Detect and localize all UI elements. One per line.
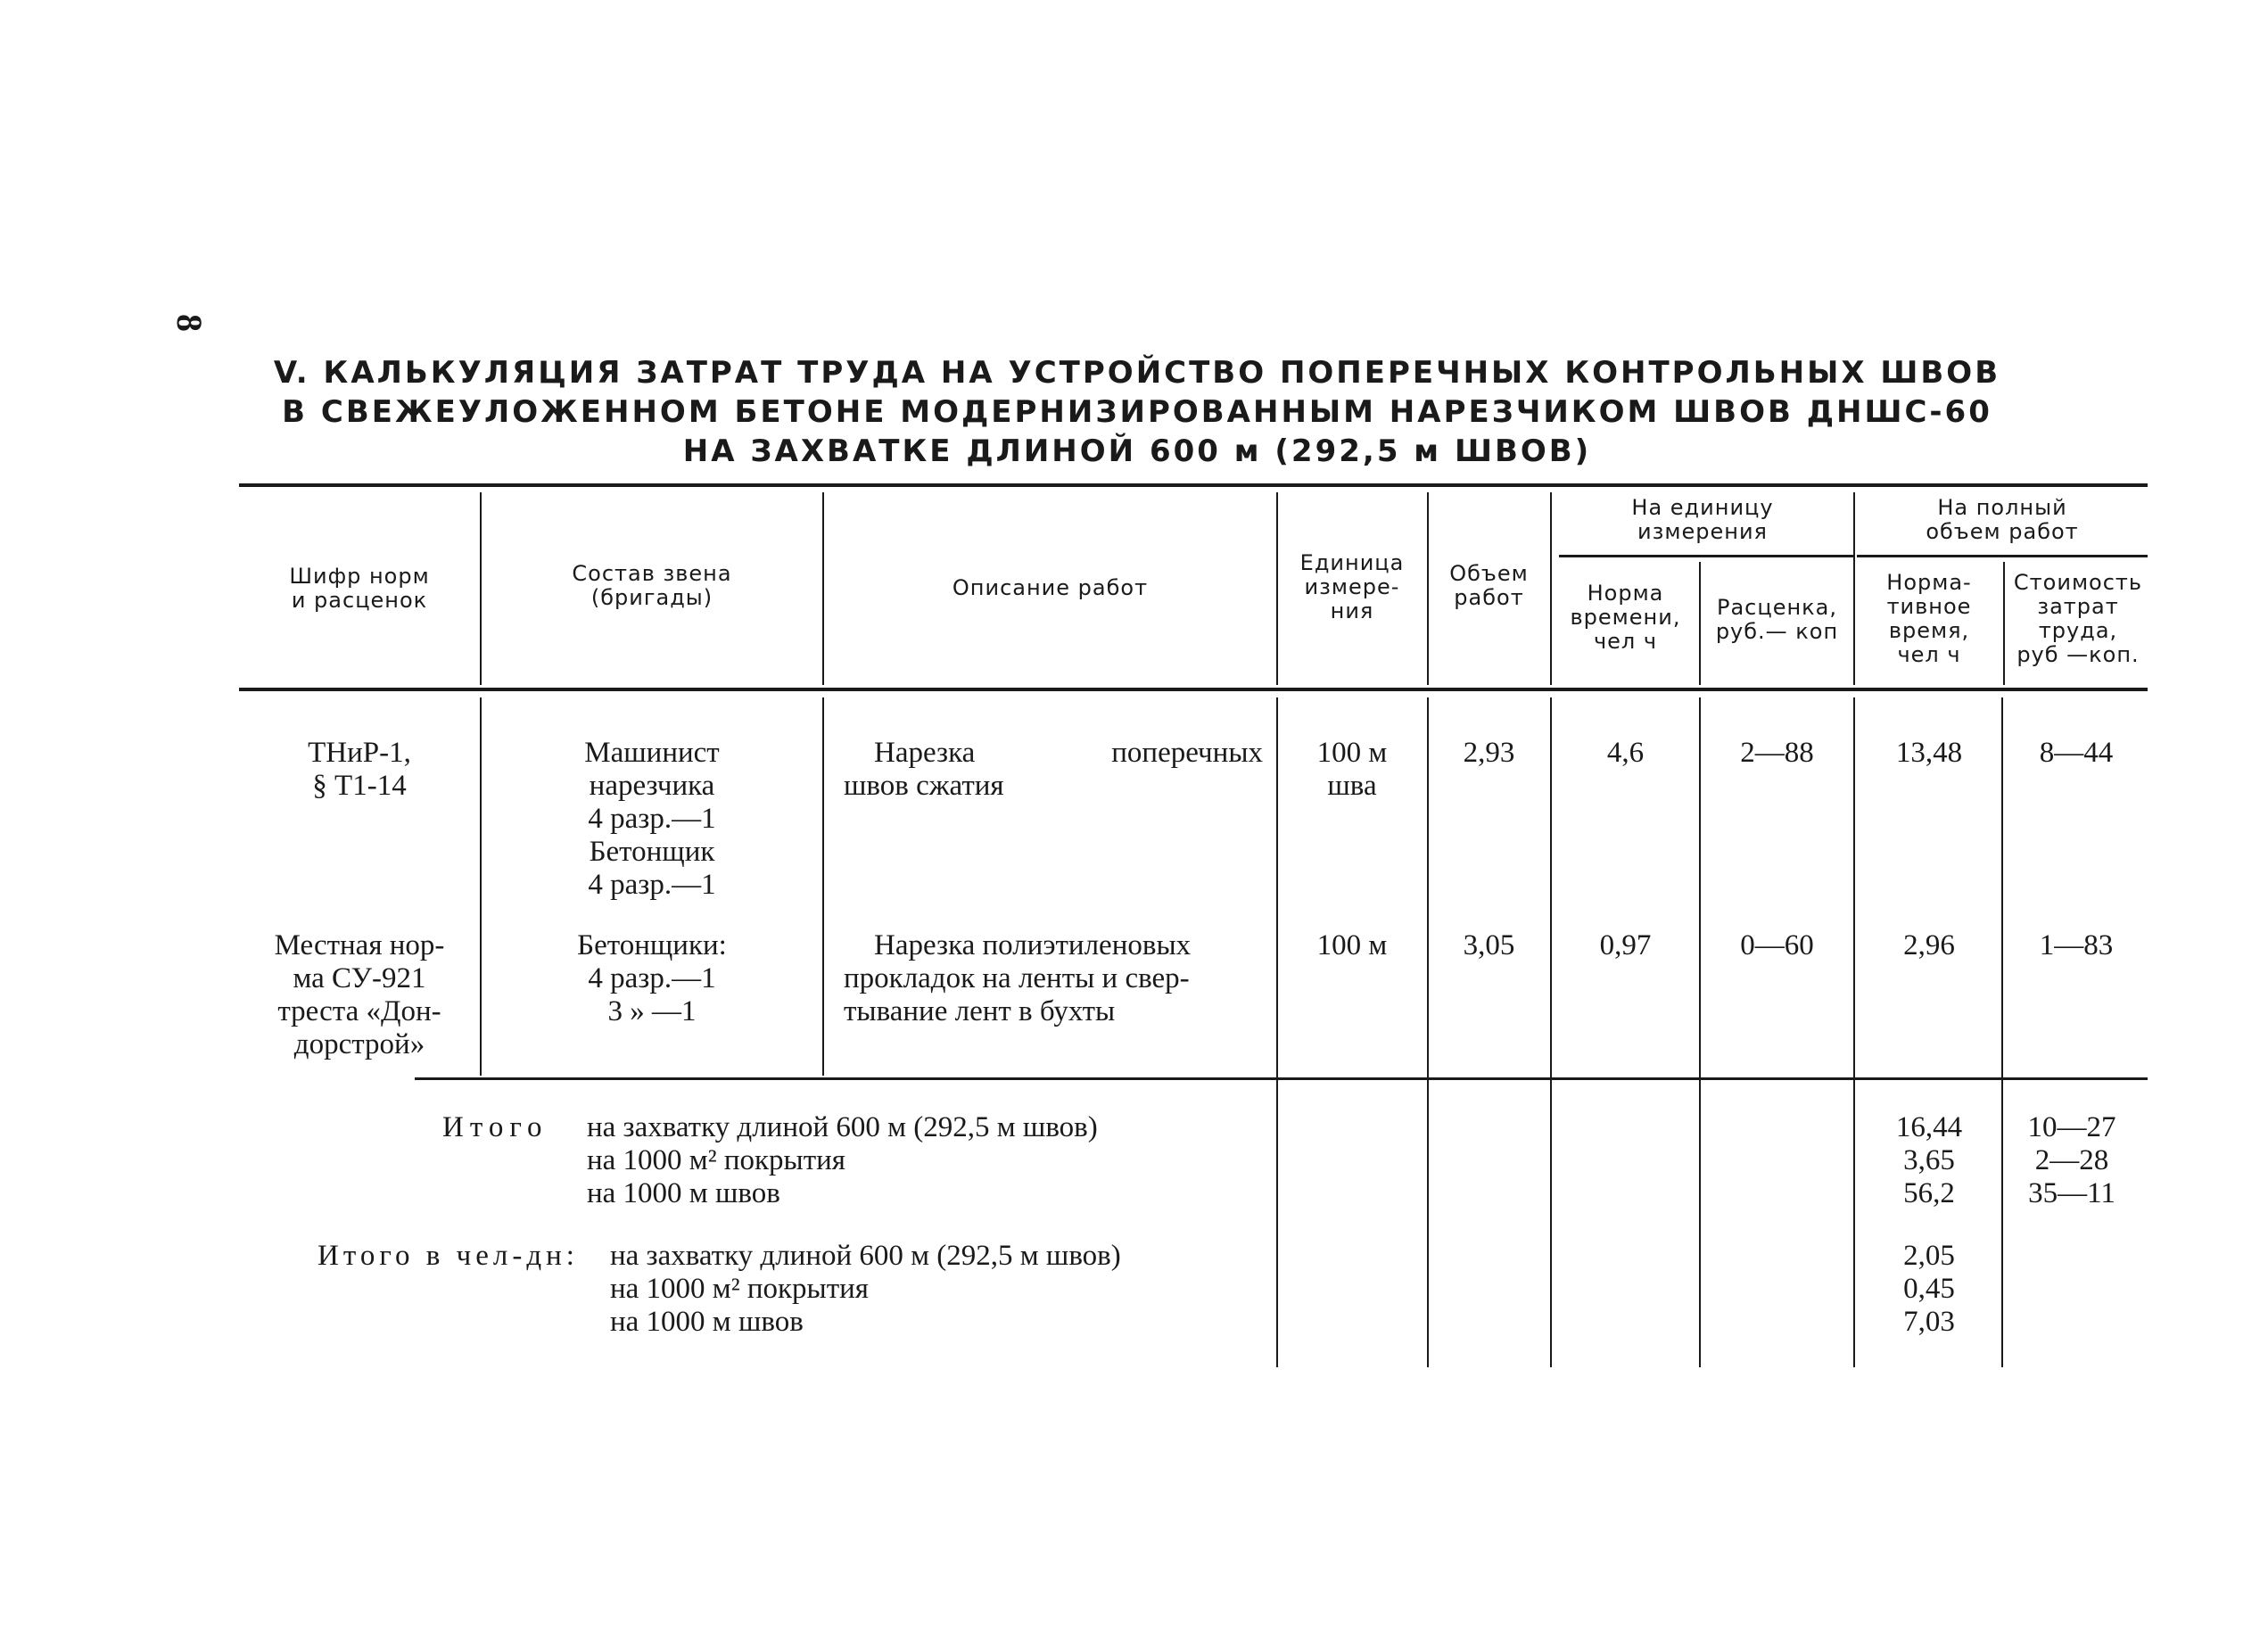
title-line-1: V. КАЛЬКУЛЯЦИЯ ЗАТРАТ ТРУДА НА УСТРОЙСТВО ПОПЕРЕЧНЫХ КОНТРОЛЬНЫХ ШВОВ — [273, 355, 2001, 391]
header-code: Шифр норм и расценок — [289, 564, 430, 613]
row1-norm-time: 13,48 — [1895, 737, 1963, 769]
header-volume: Объем работ — [1449, 561, 1529, 610]
page-number: 8 — [169, 314, 210, 332]
row1-rate: 2—88 — [1740, 737, 1814, 769]
totals-days-norm-time: 2,05 0,45 7,03 — [1903, 1240, 1955, 1338]
row2-unit: 100 м — [1316, 929, 1388, 961]
col-rule-2-header — [822, 492, 824, 685]
col-rule-3-header — [1276, 492, 1278, 685]
row2-volume: 3,05 — [1463, 929, 1515, 961]
row1-crew: Машинист нарезчика 4 разр.—1 Бетонщик 4 разр.—1 — [584, 737, 720, 901]
per-unit-subrule — [1559, 555, 1853, 557]
totals-hours-labor-cost: 10—27 2—28 35—11 — [2027, 1111, 2116, 1209]
col-rule-7-header — [1853, 492, 1855, 685]
table-top-rule — [239, 483, 2148, 487]
col-rule-1-body — [480, 697, 482, 1076]
row1-volume: 2,93 — [1463, 737, 1515, 769]
header-time-norm: Норма времени, чел ч — [1570, 581, 1681, 654]
totals-days-lines: на захватку длиной 600 м (292,5 м швов) на 1000 м² покрытия на 1000 м швов — [610, 1240, 1121, 1338]
document-title — [232, 353, 2042, 471]
col-rule-4-body — [1427, 697, 1429, 1367]
row2-rate: 0—60 — [1740, 929, 1814, 961]
totals-hours-lines: на захватку длиной 600 м (292,5 м швов) на 1000 м² покрытия на 1000 м швов — [587, 1111, 1098, 1209]
col-rule-1-header — [480, 492, 482, 685]
totals-hours-norm-time: 16,44 3,65 56,2 — [1895, 1111, 1963, 1209]
title-line-3: НА ЗАХВАТКЕ ДЛИНОЙ 600 м (292,5 м ШВОВ) — [682, 433, 1592, 469]
header-norm-time: Норма- тивное время, чел ч — [1886, 570, 1972, 667]
col-rule-5-header — [1550, 492, 1552, 685]
row1-code: ТНиР-1, § Т1-14 — [308, 737, 411, 802]
col-rule-7-body — [1853, 697, 1855, 1367]
body-bottom-rule — [415, 1077, 2148, 1080]
row1-time-norm: 4,6 — [1606, 737, 1645, 769]
col-rule-6-header — [1699, 562, 1701, 685]
header-unit: Единица измере- ния — [1299, 550, 1405, 623]
row1-labor-cost: 8—44 — [2039, 737, 2114, 769]
col-rule-6-body — [1699, 697, 1701, 1367]
header-labor-cost: Стоимость затрат труда, руб —коп. — [2013, 570, 2143, 667]
col-rule-5-body — [1550, 697, 1552, 1367]
col-rule-8-body — [2001, 697, 2003, 1367]
title-line-2: В СВЕЖЕУЛОЖЕННОМ БЕТОНЕ МОДЕРНИЗИРОВАННЫМ НАРЕЗЧИКОМ ШВОВ ДНШС-60 — [282, 394, 1992, 430]
header-description: Описание работ — [952, 575, 1149, 600]
header-per-unit: На единицу измерения — [1631, 495, 1774, 544]
col-rule-4-header — [1427, 492, 1429, 685]
row2-crew: Бетонщики: 4 разр.—1 3 » —1 — [577, 929, 727, 1027]
totals-hours-label: Итого — [442, 1111, 548, 1143]
header-bottom-rule — [239, 688, 2148, 691]
row2-code: Местная нор- ма СУ-921 треста «Дон- дорстрой» — [274, 929, 445, 1060]
row2-labor-cost: 1—83 — [2039, 929, 2114, 961]
row2-norm-time: 2,96 — [1903, 929, 1955, 961]
row2-time-norm: 0,97 — [1599, 929, 1652, 961]
header-rate: Расценка, руб.— коп — [1715, 595, 1839, 644]
header-full-volume: На полный объем работ — [1926, 495, 2079, 544]
full-volume-subrule — [1857, 555, 2148, 557]
header-crew: Состав звена (бригады) — [572, 561, 732, 610]
row2-description: Нарезка полиэтиленовых прокладок на ленты и свер- тывание лент в бухты — [844, 929, 1192, 1027]
col-rule-2-body — [822, 697, 824, 1076]
col-rule-3-body — [1276, 697, 1278, 1367]
totals-days-label: Итого в чел-дн: — [318, 1240, 579, 1272]
row1-description: Нарезка поперечных швов сжатия — [844, 737, 1263, 802]
row1-unit: 100 м шва — [1316, 737, 1388, 802]
